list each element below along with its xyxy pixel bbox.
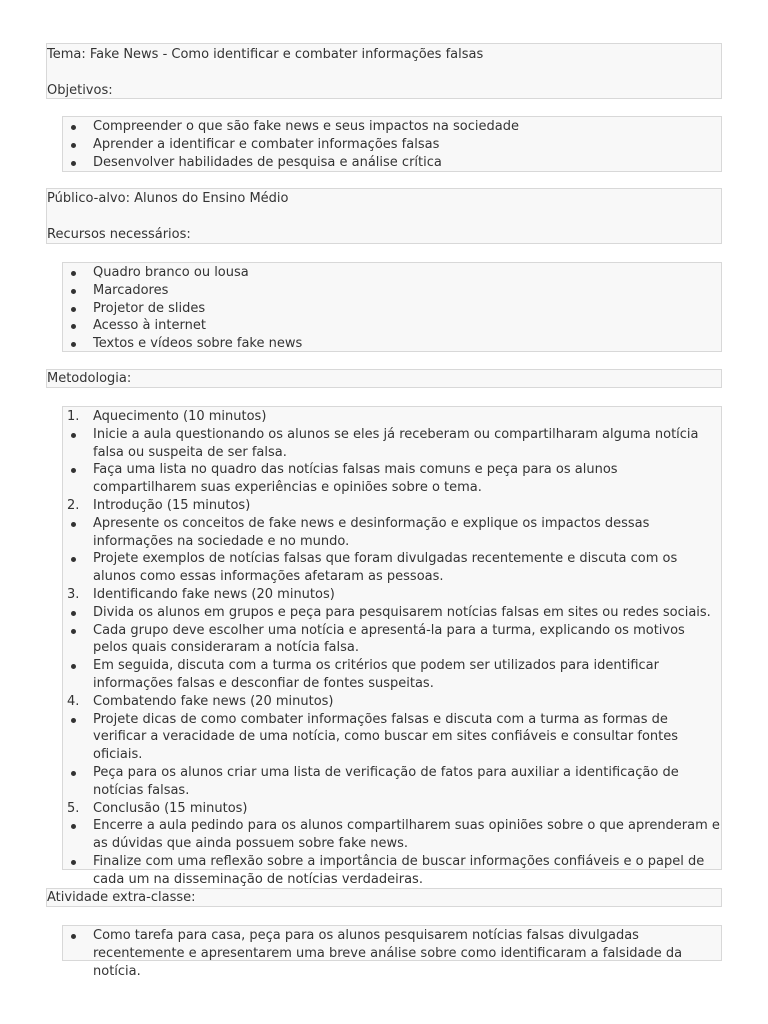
list-item: Como tarefa para casa, peça para os alunos pesquisarem notícias falsas divulgadas recentemente e apresentarem uma breve análise sobre como identificaram a falsidade da notícia.	[63, 927, 721, 980]
step-number: 3.	[67, 586, 80, 602]
homework-list	[63, 927, 721, 980]
list-item: Faça uma lista no quadro das notícias falsas mais comuns e peça para os alunos compartilharem suas experiências e opiniões sobre o tema.	[63, 461, 721, 497]
list-item: Projete dicas de como combater informações falsas e discuta com a turma as formas de verificar a veracidade de uma notícia, como buscar em sites confiáveis e consultar fontes oficiais.	[63, 711, 721, 764]
target-audience: Público-alvo: Alunos do Ensino Médio	[47, 191, 289, 206]
tema-block	[46, 43, 722, 99]
step-number: 1.	[67, 409, 80, 424]
bullet-icon	[71, 860, 76, 865]
resources-list	[63, 264, 721, 353]
bullet-icon	[71, 824, 76, 829]
homework-heading: Atividade extra-classe:	[47, 890, 196, 905]
bullet-icon	[71, 718, 76, 723]
bullet-icon	[71, 342, 76, 347]
methodology-list	[63, 408, 721, 889]
resources-list-block	[62, 262, 722, 352]
bullet-icon	[71, 557, 76, 562]
list-item: Compreender o que são fake news e seus impactos na sociedade	[63, 118, 721, 136]
homework-heading-block	[46, 888, 722, 907]
list-item: Marcadores	[63, 282, 721, 300]
bullet-icon	[71, 433, 76, 438]
list-item: Apresente os conceitos de fake news e desinformação e explique os impactos dessas informações na sociedade e no mundo.	[63, 515, 721, 551]
bullet-icon	[71, 611, 76, 616]
list-item: Textos e vídeos sobre fake news	[63, 335, 721, 353]
bullet-icon	[71, 143, 76, 148]
resources-heading: Recursos necessários:	[47, 227, 191, 242]
bullet-icon	[71, 629, 76, 634]
bullet-icon	[71, 324, 76, 329]
list-item: Finalize com uma reflexão sobre a importância de buscar informações confiáveis e o papel de cada um na disseminação de notícias verdadeiras.	[63, 853, 721, 889]
step-number: 5.	[67, 800, 80, 816]
objectives-list	[63, 118, 721, 171]
bullet-icon	[71, 289, 76, 294]
homework-list-block	[62, 925, 722, 979]
list-item: Inicie a aula questionando os alunos se eles já receberam ou compartilharam alguma notícia falsa ou suspeita de ser falsa.	[63, 426, 721, 462]
step-number: 2.	[67, 497, 80, 513]
bullet-icon	[71, 771, 76, 776]
bullet-icon	[71, 522, 76, 527]
step-heading: 1. Aquecimento (10 minutos)	[67, 409, 267, 424]
lesson-topic: Tema: Fake News - Como identificar e combater informações falsas	[47, 47, 484, 62]
objectives-heading: Objetivos:	[47, 83, 113, 98]
step-heading: 5. Conclusão (15 minutos)	[67, 800, 248, 816]
methodology-heading: Metodologia:	[47, 371, 132, 386]
step-heading: 2. Introdução (15 minutos)	[67, 497, 251, 513]
list-item: Quadro branco ou lousa	[63, 264, 721, 282]
bullet-icon	[71, 307, 76, 312]
methodology-heading-block	[46, 369, 722, 388]
bullet-icon	[71, 271, 76, 276]
bullet-icon	[71, 664, 76, 669]
publico-block	[46, 188, 722, 244]
list-item: Encerre a aula pedindo para os alunos compartilharem suas opiniões sobre o que aprenderam e as dúvidas que ainda possuem sobre fake news.	[63, 817, 721, 853]
list-item: Projete exemplos de notícias falsas que foram divulgadas recentemente e discuta com os alunos como essas informações afetaram as pessoas.	[63, 550, 721, 586]
list-item: Cada grupo deve escolher uma notícia e apresentá-la para a turma, explicando os motivos pelos quais consideraram a notícia falsa.	[63, 622, 721, 658]
step-heading: 3. Identificando fake news (20 minutos)	[67, 586, 335, 602]
objectives-list-block	[62, 116, 722, 172]
list-item: Acesso à internet	[63, 317, 721, 335]
list-item: Em seguida, discuta com a turma os critérios que podem ser utilizados para identificar informações falsas e desconfiar de fontes suspeitas.	[63, 657, 721, 693]
methodology-list-block	[62, 406, 722, 887]
step-number: 4.	[67, 693, 80, 709]
bullet-icon	[71, 161, 76, 166]
list-item: Aprender a identificar e combater informações falsas	[63, 136, 721, 154]
step-heading: 4. Combatendo fake news (20 minutos)	[67, 693, 334, 709]
list-item: Projetor de slides	[63, 300, 721, 318]
list-item: Peça para os alunos criar uma lista de verificação de fatos para auxiliar a identificação de notícias falsas.	[63, 764, 721, 800]
list-item: Divida os alunos em grupos e peça para pesquisarem notícias falsas em sites ou redes sociais.	[63, 604, 721, 622]
bullet-icon	[71, 468, 76, 473]
list-item: Desenvolver habilidades de pesquisa e análise crítica	[63, 154, 721, 172]
bullet-icon	[71, 934, 76, 939]
bullet-icon	[71, 125, 76, 130]
